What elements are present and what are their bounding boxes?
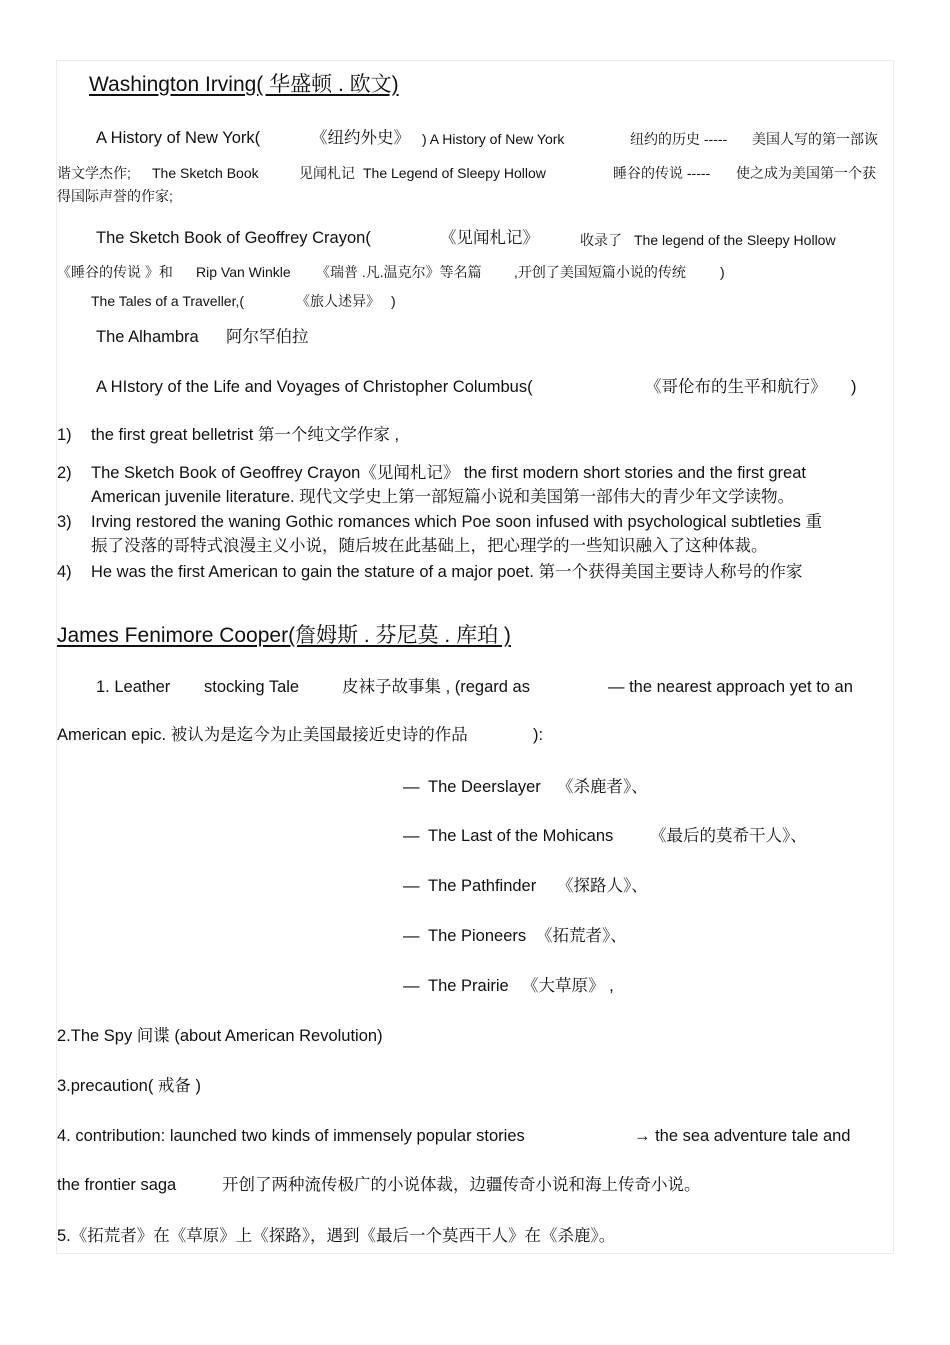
alhambra-zh: 阿尔罕伯拉 xyxy=(226,328,309,346)
book-1-dash: — xyxy=(403,778,420,796)
irving-line2-e: 睡谷的传说 ----- xyxy=(613,165,711,181)
history-desc: 纽约的历史 ----- xyxy=(630,131,728,147)
item-3-number: 3) xyxy=(57,513,72,531)
precaution: 3.precaution( 戒备 ) xyxy=(57,1077,201,1095)
sketch2-b: Rip Van Winkle xyxy=(196,264,291,280)
item-1-line-1: the first great belletrist 第一个纯文学作家 , xyxy=(91,426,400,444)
book-4-dash: — xyxy=(403,927,420,945)
tales-title: The Tales of a Traveller,( xyxy=(91,293,245,309)
book-2-dash: — xyxy=(403,827,420,845)
sketch-zh: 《见闻札记》 xyxy=(440,229,539,247)
book-5-dash: — xyxy=(403,977,420,995)
tales-zh: 《旅人述异》 xyxy=(296,293,380,309)
book-4-en: The Pioneers xyxy=(428,927,527,945)
leather-d: — the nearest approach yet to an xyxy=(608,678,853,696)
item-2-number: 2) xyxy=(57,464,72,482)
irving-line2-a: 谐文学杰作; xyxy=(57,165,131,181)
book-3-en: The Pathfinder xyxy=(428,877,537,895)
item-2-line-2: American juvenile literature. 现代文学史上第一部短篇小说和美国第一部伟大的青少年文学读物。 xyxy=(91,488,795,506)
leather-f: ): xyxy=(533,726,544,744)
mnemonic: 5.《拓荒者》在《草原》上《探路》，遇到《最后一个莫西干人》在《杀鹿》。 xyxy=(57,1227,616,1245)
item-4-line-1: He was the first American to gain the stature of a major poet. 第一个获得美国主要诗人称号的作家 xyxy=(91,563,803,581)
contribution-d: 开创了两种流传极广的小说体裁，边疆传奇小说和海上传奇小说。 xyxy=(222,1176,701,1194)
list-item xyxy=(91,560,891,584)
sketch2-a: 《睡谷的传说 》和 xyxy=(57,264,173,280)
irving-heading: Washington Irving( 华盛顿 . 欧文) xyxy=(89,73,399,96)
sketch2-c: 《瑞普 .凡.温克尔》等名篇 xyxy=(316,264,482,280)
book-2-en: The Last of the Mohicans xyxy=(428,827,614,845)
list-item xyxy=(91,510,891,558)
columbus-title: A HIstory of the Life and Voyages of Christopher Columbus( xyxy=(96,378,533,396)
list-item xyxy=(91,461,891,509)
book-3-dash: — xyxy=(403,877,420,895)
book-2-zh: 《最后的莫希干人》、 xyxy=(650,827,807,845)
columbus-zh: 《哥伦布的生平和航行》 xyxy=(645,378,827,396)
irving-line3: 得国际声誉的作家; xyxy=(57,188,173,204)
sketch2-d: ,开创了美国短篇小说的传统 xyxy=(514,264,686,280)
leather-e: American epic. 被认为是迄今为止美国最接近史诗的作品 xyxy=(57,726,468,744)
sketch2-e: ) xyxy=(720,264,725,280)
item-3-line-1: Irving restored the waning Gothic romances which Poe soon infused with psychological subtleties 重 xyxy=(91,513,822,531)
book-1-en: The Deerslayer xyxy=(428,778,541,796)
leather-a: 1. Leather xyxy=(96,678,171,696)
alhambra-title: The Alhambra xyxy=(96,328,199,346)
item-4-number: 4) xyxy=(57,563,72,581)
item-1-number: 1) xyxy=(57,426,72,444)
book-5-zh: 《大草原》 , xyxy=(522,977,614,995)
the-spy: 2.The Spy 间谍 (about American Revolution) xyxy=(57,1027,383,1045)
contribution-c: the frontier saga xyxy=(57,1176,177,1194)
history-note: 美国人写的第一部诙 xyxy=(752,131,878,147)
item-3-line-2: 振了没落的哥特式浪漫主义小说，随后坡在此基础上，把心理学的一些知识融入了这种体裁。 xyxy=(91,537,768,555)
tales-close: ) xyxy=(391,293,396,309)
history-zh: 《纽约外史》 xyxy=(311,129,410,147)
leather-c: 皮袜子故事集 , (regard as xyxy=(342,678,530,696)
irving-line2-c: 见闻札记 xyxy=(299,165,355,181)
contribution-a: 4. contribution: launched two kinds of immensely popular stories xyxy=(57,1127,525,1145)
list-item xyxy=(91,423,891,447)
book-3-zh: 《探路人》、 xyxy=(557,877,648,895)
book-5-en: The Prairie xyxy=(428,977,509,995)
history-title: A History of New York( xyxy=(96,129,261,147)
sketch-includes: 收录了 xyxy=(580,232,622,248)
contribution-b: → the sea adventure tale and xyxy=(634,1127,851,1145)
book-1-zh: 《杀鹿者》、 xyxy=(557,778,648,796)
irving-line2-d: The Legend of Sleepy Hollow xyxy=(363,165,546,181)
columbus-close: ) xyxy=(851,378,857,396)
cooper-heading: James Fenimore Cooper(詹姆斯 . 芬尼莫 . 库珀 ) xyxy=(57,624,511,647)
leather-b: stocking Tale xyxy=(204,678,300,696)
irving-line2-f: 使之成为美国第一个获 xyxy=(736,165,876,181)
sketch-title: The Sketch Book of Geoffrey Crayon( xyxy=(96,229,371,247)
book-4-zh: 《拓荒者》、 xyxy=(536,927,627,945)
item-2-line-1: The Sketch Book of Geoffrey Crayon《见闻札记》 the first modern short stories and the first great xyxy=(91,464,806,482)
history-en2: ) A History of New York xyxy=(422,131,565,147)
irving-line2-b: The Sketch Book xyxy=(152,165,259,181)
sketch-legend: The legend of the Sleepy Hollow xyxy=(634,232,836,248)
